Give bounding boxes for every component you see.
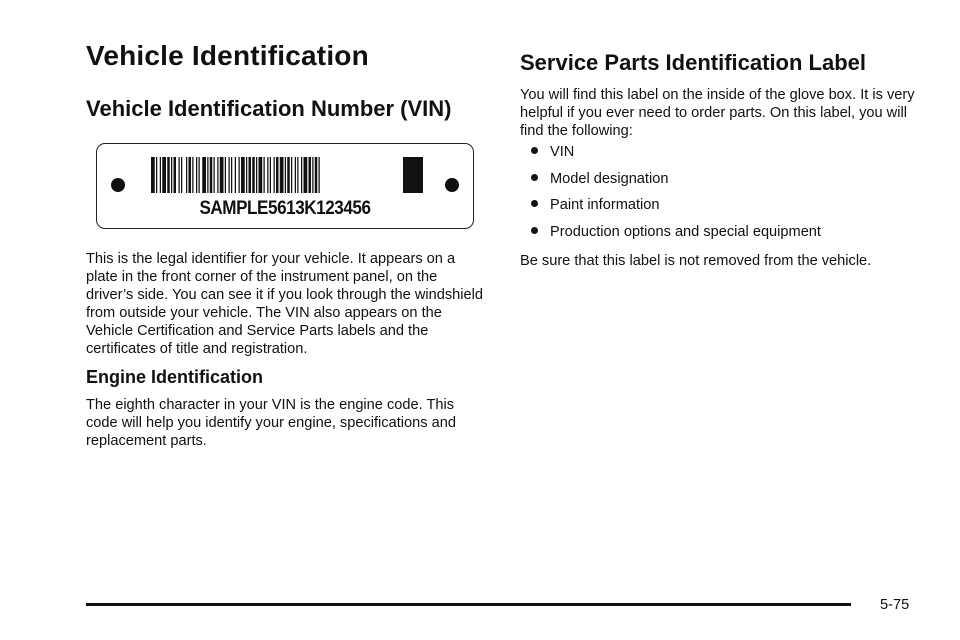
service-parts-heading: Service Parts Identification Label — [520, 50, 867, 75]
engine-heading: Engine Identification — [86, 367, 264, 387]
list-item: VIN — [530, 143, 821, 170]
page-number: 5-75 — [880, 597, 910, 613]
bullet-icon — [531, 174, 538, 181]
rivet-right-icon — [445, 178, 459, 192]
service-parts-list — [530, 143, 821, 249]
bullet-icon — [531, 147, 538, 154]
bullet-icon — [531, 200, 538, 207]
engine-description: The eighth character in your VIN is the engine code. This code will help you identify your engine, specifications and replacement parts. — [86, 397, 456, 449]
footer-rule — [86, 603, 851, 606]
vin-plate-illustration — [96, 143, 474, 229]
vin-sample-text: SAMPLE5613K123456 — [199, 198, 371, 219]
rivet-left-icon — [111, 178, 125, 192]
page-title: Vehicle Identification — [86, 40, 369, 71]
vin-description: This is the legal identifier for your vehicle. It appears on a plate in the front corner of the instrument panel, on the driver’s side. You can see it if you look through the windshield from outside your vehicle. The VIN also appears on the Vehicle Certification and Service Parts labels and the certificates of title and registration. — [86, 251, 483, 357]
service-parts-intro: You will find this label on the inside of the glove box. It is very helpful if you ever need to order parts. On this label, you will find the following: — [520, 87, 915, 139]
barcode-icon — [151, 157, 423, 193]
vin-heading: Vehicle Identification Number (VIN) — [86, 96, 452, 121]
bullet-icon — [531, 227, 538, 234]
list-item: Model designation — [530, 170, 821, 197]
list-item: Production options and special equipment — [530, 223, 821, 250]
list-item: Paint information — [530, 196, 821, 223]
service-parts-closing: Be sure that this label is not removed from the vehicle. — [520, 253, 872, 269]
